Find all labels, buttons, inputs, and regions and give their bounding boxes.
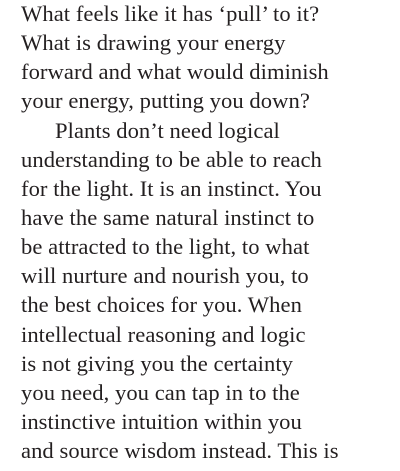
text-line: forward and what would diminish <box>21 59 329 85</box>
text-line: for the light. It is an instinct. You <box>21 175 322 201</box>
text-line: and source wisdom instead. This is <box>21 438 339 464</box>
paragraph-first-line: Plants don’t need logical <box>55 117 280 143</box>
text-line: the best choices for you. When <box>21 292 302 318</box>
text-line: What is drawing your energy <box>21 30 286 56</box>
text-line: instinctive intuition within you <box>21 408 302 434</box>
text-line: What feels like it has ‘pull’ to it? <box>21 1 320 26</box>
text-line: your energy, putting you down? <box>21 88 310 114</box>
text-line: will nurture and nourish you, to <box>21 263 309 289</box>
text-line: have the same natural instinct to <box>21 204 315 230</box>
text-line: be attracted to the light, to what <box>21 234 310 260</box>
text-line: understanding to be able to reach <box>21 146 322 172</box>
text-line: is not giving you the certainty <box>21 350 294 376</box>
text-line: intellectual reasoning and logic <box>21 321 306 347</box>
body-text <box>21 0 396 465</box>
text-line: you need, you can tap in to the <box>21 379 300 405</box>
